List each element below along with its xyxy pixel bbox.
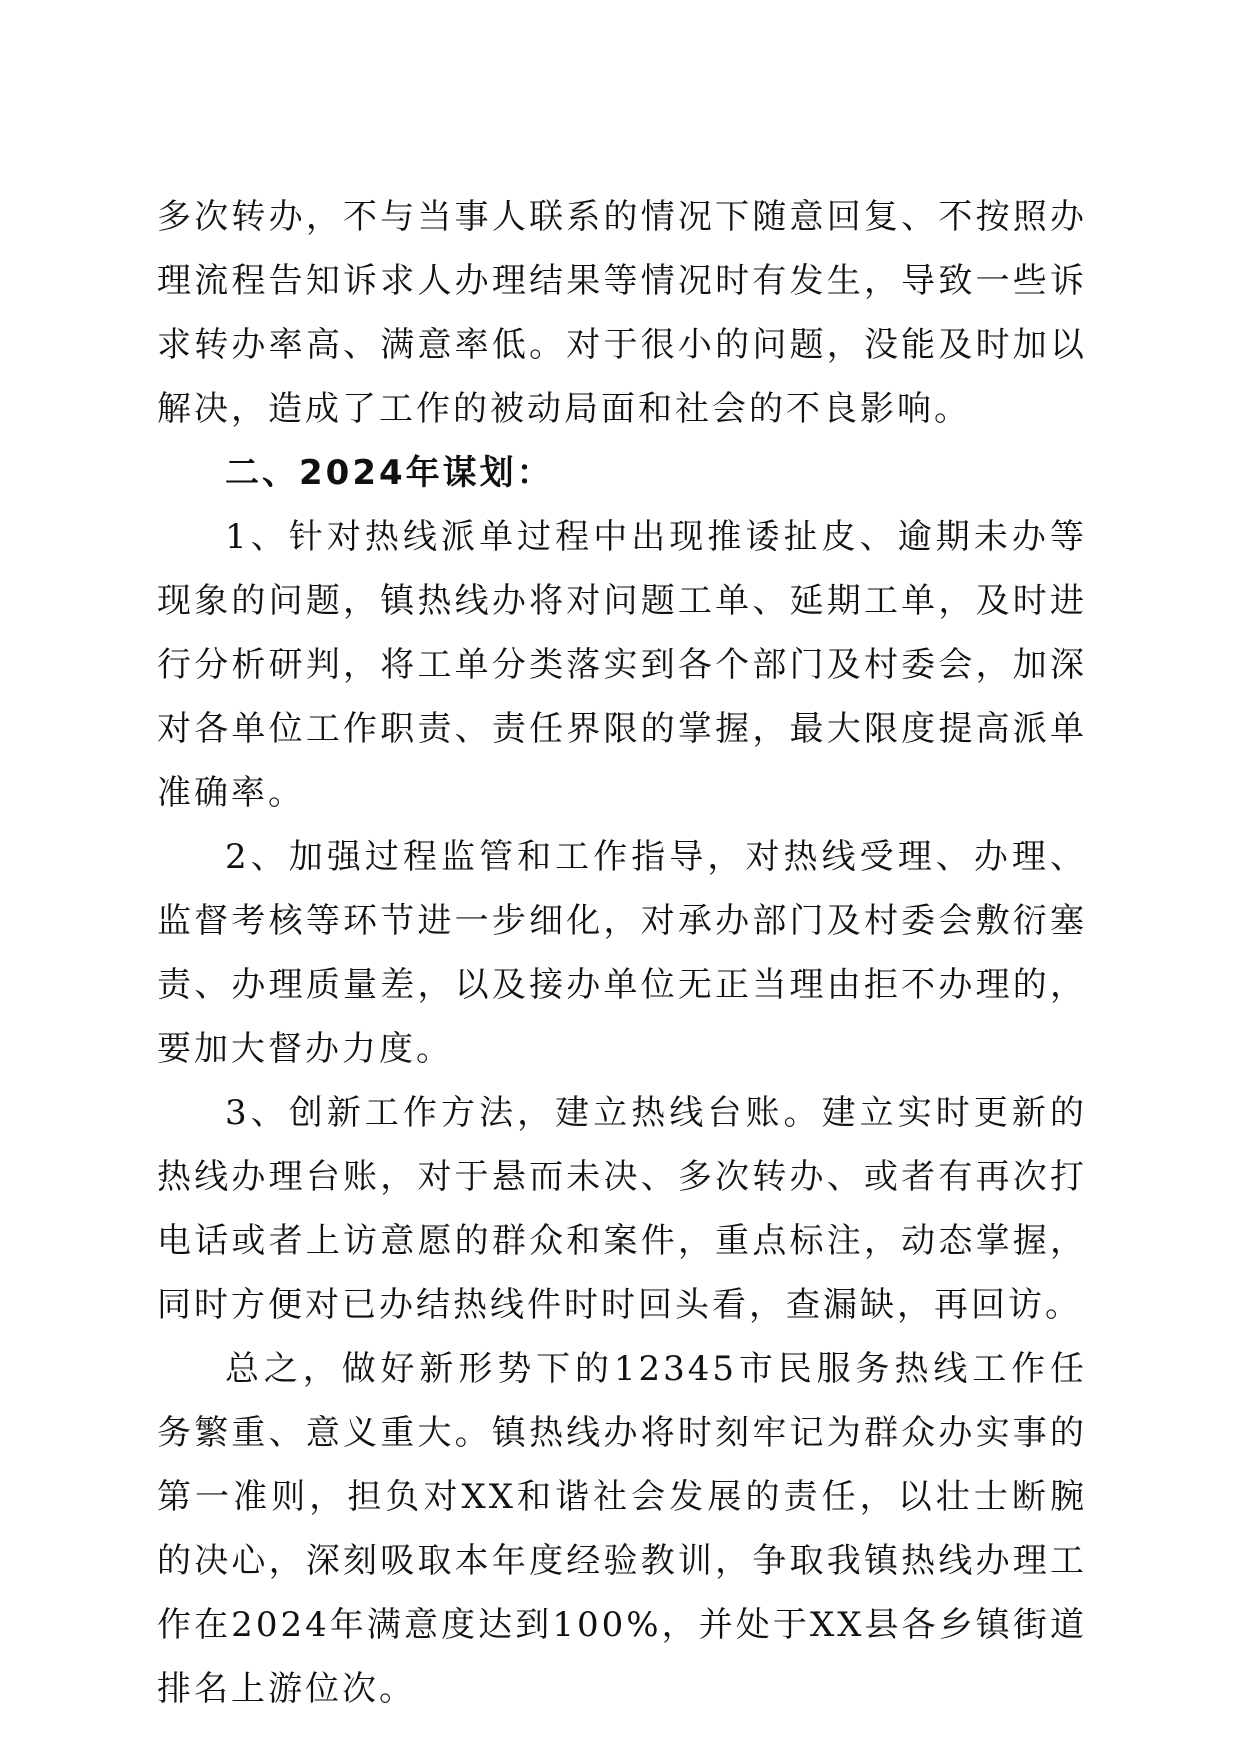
paragraph-plan-item-3: 3、创新工作方法，建立热线台账。建立实时更新的热线办理台账，对于悬而未决、多次转办、或者有再次打电话或者上访意愿的群众和案件，重点标注，动态掌握，同时方便对已办结热线件时时回头看，查漏缺，再回访。 [157,1093,1087,1325]
document-body [157,185,1087,1721]
paragraph-plan-item-1: 1、针对热线派单过程中出现推诿扯皮、逾期未办等现象的问题，镇热线办将对问题工单、延期工单，及时进行分析研判，将工单分类落实到各个部门及村委会，加深对各单位工作职责、责任界限的掌握，最大限度提高派单准确率。 [157,517,1087,813]
section-heading-2024-plan: 二、2024年谋划： [225,453,554,493]
paragraph-conclusion: 总之，做好新形势下的12345市民服务热线工作任务繁重、意义重大。镇热线办将时刻牢记为群众办实事的第一准则，担负对XX和谐社会发展的责任，以壮士断腕的决心，深刻吸取本年度经验教训，争取我镇热线办理工作在2024年满意度达到100%，并处于XX县各乡镇街道排名上游位次。 [157,1349,1087,1709]
paragraph-continuation: 多次转办，不与当事人联系的情况下随意回复、不按照办理流程告知诉求人办理结果等情况时有发生，导致一些诉求转办率高、满意率低。对于很小的问题，没能及时加以解决，造成了工作的被动局面和社会的不良影响。 [157,197,1087,429]
paragraph-plan-item-2: 2、加强过程监管和工作指导，对热线受理、办理、监督考核等环节进一步细化，对承办部门及村委会敷衍塞责、办理质量差，以及接办单位无正当理由拒不办理的，要加大督办力度。 [157,837,1087,1069]
